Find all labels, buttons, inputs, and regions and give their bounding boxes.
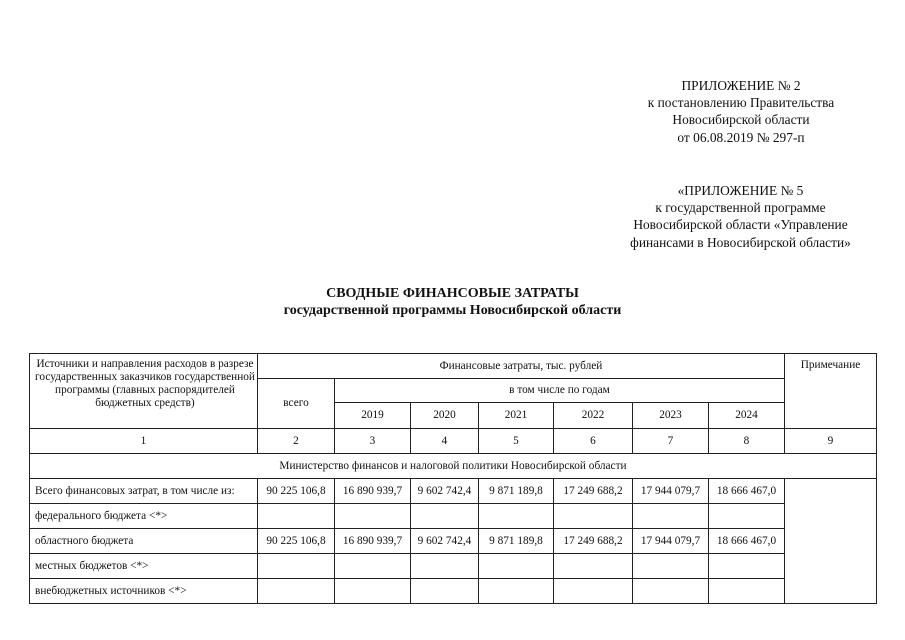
column-number: 2 — [258, 429, 335, 454]
cell-total: 90 225 106,8 — [258, 479, 335, 504]
cell-year: 18 666 467,0 — [709, 479, 785, 504]
section-title: Министерство финансов и налоговой политики Новосибирской области — [30, 454, 877, 479]
cell-total: 90 225 106,8 — [258, 529, 335, 554]
column-number: 8 — [709, 429, 785, 454]
cell-total — [258, 504, 335, 529]
cell-year: 16 890 939,7 — [335, 529, 411, 554]
cell-year — [633, 554, 709, 579]
cell-total — [258, 554, 335, 579]
header-note: Примечание — [785, 354, 877, 429]
title-line1: СВОДНЫЕ ФИНАНСОВЫЕ ЗАТРАТЫ — [326, 286, 579, 301]
appendix-region: Новосибирской области — [672, 112, 810, 128]
table-row — [30, 529, 877, 554]
cell-year: 9 602 742,4 — [411, 529, 479, 554]
appendix-number: ПРИЛОЖЕНИЕ № 2 — [681, 78, 801, 93]
cell-year: 17 944 079,7 — [633, 479, 709, 504]
table-row — [30, 479, 877, 504]
table-row — [30, 504, 877, 529]
row-label: местных бюджетов <*> — [30, 554, 258, 579]
cell-year — [411, 554, 479, 579]
cell-year: 16 890 939,7 — [335, 479, 411, 504]
cell-year — [633, 504, 709, 529]
cell-year — [479, 579, 554, 604]
table-row — [30, 579, 877, 604]
cell-year — [633, 579, 709, 604]
table-row — [30, 554, 877, 579]
appendix-date-number: от 06.08.2019 № 297-п — [677, 129, 805, 145]
header-year: 2024 — [709, 403, 785, 429]
column-number: 1 — [30, 429, 258, 454]
title-line2: государственной программы Новосибирской области — [283, 303, 622, 318]
cell-year — [335, 579, 411, 604]
cell-year: 17 249 688,2 — [554, 529, 633, 554]
row-label: федерального бюджета <*> — [30, 504, 258, 529]
column-number: 7 — [633, 429, 709, 454]
cell-total — [258, 579, 335, 604]
header-sources: Источники и направления расходов в разрезе государственных заказчиков государственной программы (главных распорядителей бюджетных средств) — [30, 354, 258, 429]
cell-year — [411, 504, 479, 529]
appendix-decree-ref: к постановлению Правительства — [647, 95, 835, 111]
document-title — [0, 285, 905, 319]
cell-year — [709, 579, 785, 604]
cell-year — [709, 504, 785, 529]
header-total: всего — [258, 379, 335, 429]
row-label: внебюджетных источников <*> — [30, 579, 258, 604]
header-year: 2023 — [633, 403, 709, 429]
header-by-years: в том числе по годам — [335, 379, 785, 403]
cell-year — [554, 504, 633, 529]
program-ref: к государственной программе — [655, 200, 826, 216]
cell-year — [411, 579, 479, 604]
cell-year: 9 871 189,8 — [479, 479, 554, 504]
column-number: 5 — [479, 429, 554, 454]
row-label: областного бюджета — [30, 529, 258, 554]
cell-year: 9 871 189,8 — [479, 529, 554, 554]
cell-year — [335, 504, 411, 529]
cell-year — [554, 554, 633, 579]
cell-year: 17 249 688,2 — [554, 479, 633, 504]
cell-year: 9 602 742,4 — [411, 479, 479, 504]
appendix-header — [612, 77, 870, 146]
cell-year — [479, 504, 554, 529]
column-number: 9 — [785, 429, 877, 454]
column-number: 4 — [411, 429, 479, 454]
row-label: Всего финансовых затрат, в том числе из: — [30, 479, 258, 504]
header-year: 2021 — [479, 403, 554, 429]
financial-costs-table — [29, 353, 877, 604]
cell-year — [709, 554, 785, 579]
column-number: 3 — [335, 429, 411, 454]
cell-year — [479, 554, 554, 579]
header-financial-costs: Финансовые затраты, тыс. рублей — [258, 354, 785, 379]
header-year: 2019 — [335, 403, 411, 429]
cell-year — [554, 579, 633, 604]
program-name-line2: финансами в Новосибирской области» — [630, 234, 851, 250]
cell-year: 17 944 079,7 — [633, 529, 709, 554]
column-number: 6 — [554, 429, 633, 454]
program-name-line1: Новосибирской области «Управление — [633, 217, 848, 233]
header-year: 2022 — [554, 403, 633, 429]
cell-year — [335, 554, 411, 579]
cell-note — [785, 479, 877, 604]
program-appendix-header — [598, 182, 883, 251]
program-appendix-number: «ПРИЛОЖЕНИЕ № 5 — [677, 183, 804, 198]
column-numbers-row — [30, 429, 877, 454]
cell-year: 18 666 467,0 — [709, 529, 785, 554]
header-year: 2020 — [411, 403, 479, 429]
